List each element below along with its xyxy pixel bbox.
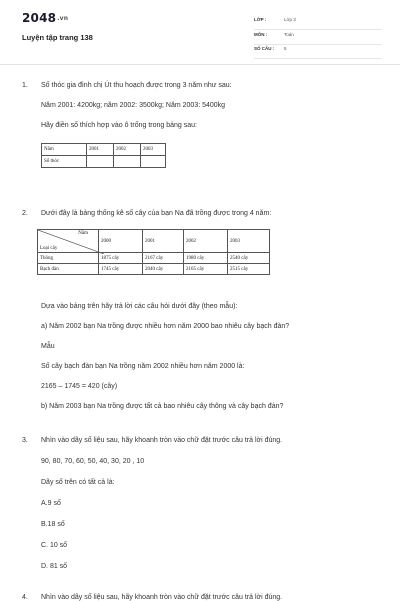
question-text: Dãy số trên có tất cả là:	[41, 479, 115, 486]
question-prompt: Nhìn vào dãy số liệu sau, hãy khoanh tròn vào chữ đặt trước câu trả lời đúng.	[41, 594, 283, 601]
meta-row-class	[254, 15, 382, 30]
number-sequence: 90, 80, 70, 60, 50, 40, 30, 20 , 10	[41, 458, 145, 465]
question-number: 4.	[22, 594, 28, 601]
question-data-line: Năm 2001: 4200kg; năm 2002: 3500kg; Năm 2003: 5400kg	[41, 102, 226, 109]
table-cell: 1745 cây	[99, 264, 143, 275]
table-cell: 2001	[87, 144, 114, 156]
table-cell: 2002	[114, 144, 141, 156]
meta-row-count	[254, 44, 382, 59]
table-cell: 2003	[141, 144, 166, 156]
answer-cell[interactable]	[141, 156, 166, 168]
sample-label: Mẫu	[41, 343, 55, 350]
header-divider	[0, 64, 400, 65]
harvest-table	[41, 143, 166, 168]
table-row	[38, 264, 270, 275]
meta-label: SỐ CÂU :	[254, 46, 275, 51]
table-row	[42, 144, 166, 156]
question-prompt: Số thóc gia đình chị Út thu hoạch được trong 3 năm như sau:	[41, 82, 232, 89]
corner-label-year: Năm	[78, 231, 88, 236]
answer-cell[interactable]	[114, 156, 141, 168]
question-part-a: a) Năm 2002 bạn Na trồng được nhiều hơn năm 2000 bao nhiêu cây bạch đàn?	[41, 323, 290, 330]
table-cell: 2040 cây	[143, 264, 184, 275]
question-instruction: Dựa vào bảng trên hãy trả lời các câu hỏi dưới đây (theo mẫu):	[41, 303, 238, 310]
tree-stats-table	[37, 229, 270, 275]
corner-label-tree: Loại cây	[40, 246, 58, 251]
option-b[interactable]: B.18 số	[41, 521, 65, 528]
table-cell: 2540 cây	[228, 253, 270, 264]
table-row	[38, 253, 270, 264]
page-header	[0, 0, 400, 64]
meta-value: Toán	[284, 32, 294, 37]
question-instruction: Hãy điền số thích hợp vào ô trống trong bảng sau:	[41, 122, 197, 129]
table-cell: 2515 cây	[228, 264, 270, 275]
table-cell: Năm	[42, 144, 87, 156]
table-row	[42, 156, 166, 168]
table-cell: Số thóc	[42, 156, 87, 168]
row-label: Bạch đàn	[38, 264, 99, 275]
page-title: Luyện tập trang 138	[22, 33, 93, 42]
meta-label: MÔN :	[254, 32, 268, 37]
meta-value: Lớp 3	[284, 17, 296, 22]
year-header: 2001	[143, 230, 184, 253]
site-logo[interactable]: 2048.vn	[22, 11, 69, 25]
table-cell: 1980 cây	[184, 253, 228, 264]
row-label: Thông	[38, 253, 99, 264]
option-a[interactable]: A.9 số	[41, 500, 61, 507]
option-c[interactable]: C. 10 số	[41, 542, 68, 549]
question-number: 2.	[22, 210, 28, 217]
meta-label: LỚP :	[254, 17, 267, 22]
question-prompt: Dưới đây là bảng thống kê số cây của bạn Na đã trồng được trong 4 năm:	[41, 210, 272, 217]
year-header: 2003	[228, 230, 270, 253]
option-d[interactable]: D. 81 số	[41, 563, 68, 570]
question-number: 1.	[22, 82, 28, 89]
table-cell: 1875 cây	[99, 253, 143, 264]
sample-calc: 2165 – 1745 = 420 (cây)	[41, 383, 118, 390]
table-cell: 2167 cây	[143, 253, 184, 264]
question-number: 3.	[22, 437, 28, 444]
answer-cell[interactable]	[87, 156, 114, 168]
meta-row-subject	[254, 30, 382, 45]
year-header: 2002	[184, 230, 228, 253]
corner-cell	[38, 230, 99, 253]
sample-line: Số cây bạch đàn bạn Na trồng năm 2002 nhiều hơn năm 2000 là:	[41, 363, 245, 370]
question-prompt: Nhìn vào dãy số liệu sau, hãy khoanh tròn vào chữ đặt trước câu trả lời đúng.	[41, 437, 283, 444]
table-cell: 2165 cây	[184, 264, 228, 275]
question-part-b: b) Năm 2003 bạn Na trồng được tất cả bao nhiêu cây thông và cây bạch đàn?	[41, 403, 284, 410]
year-header: 2000	[99, 230, 143, 253]
meta-value: 5	[284, 46, 287, 51]
